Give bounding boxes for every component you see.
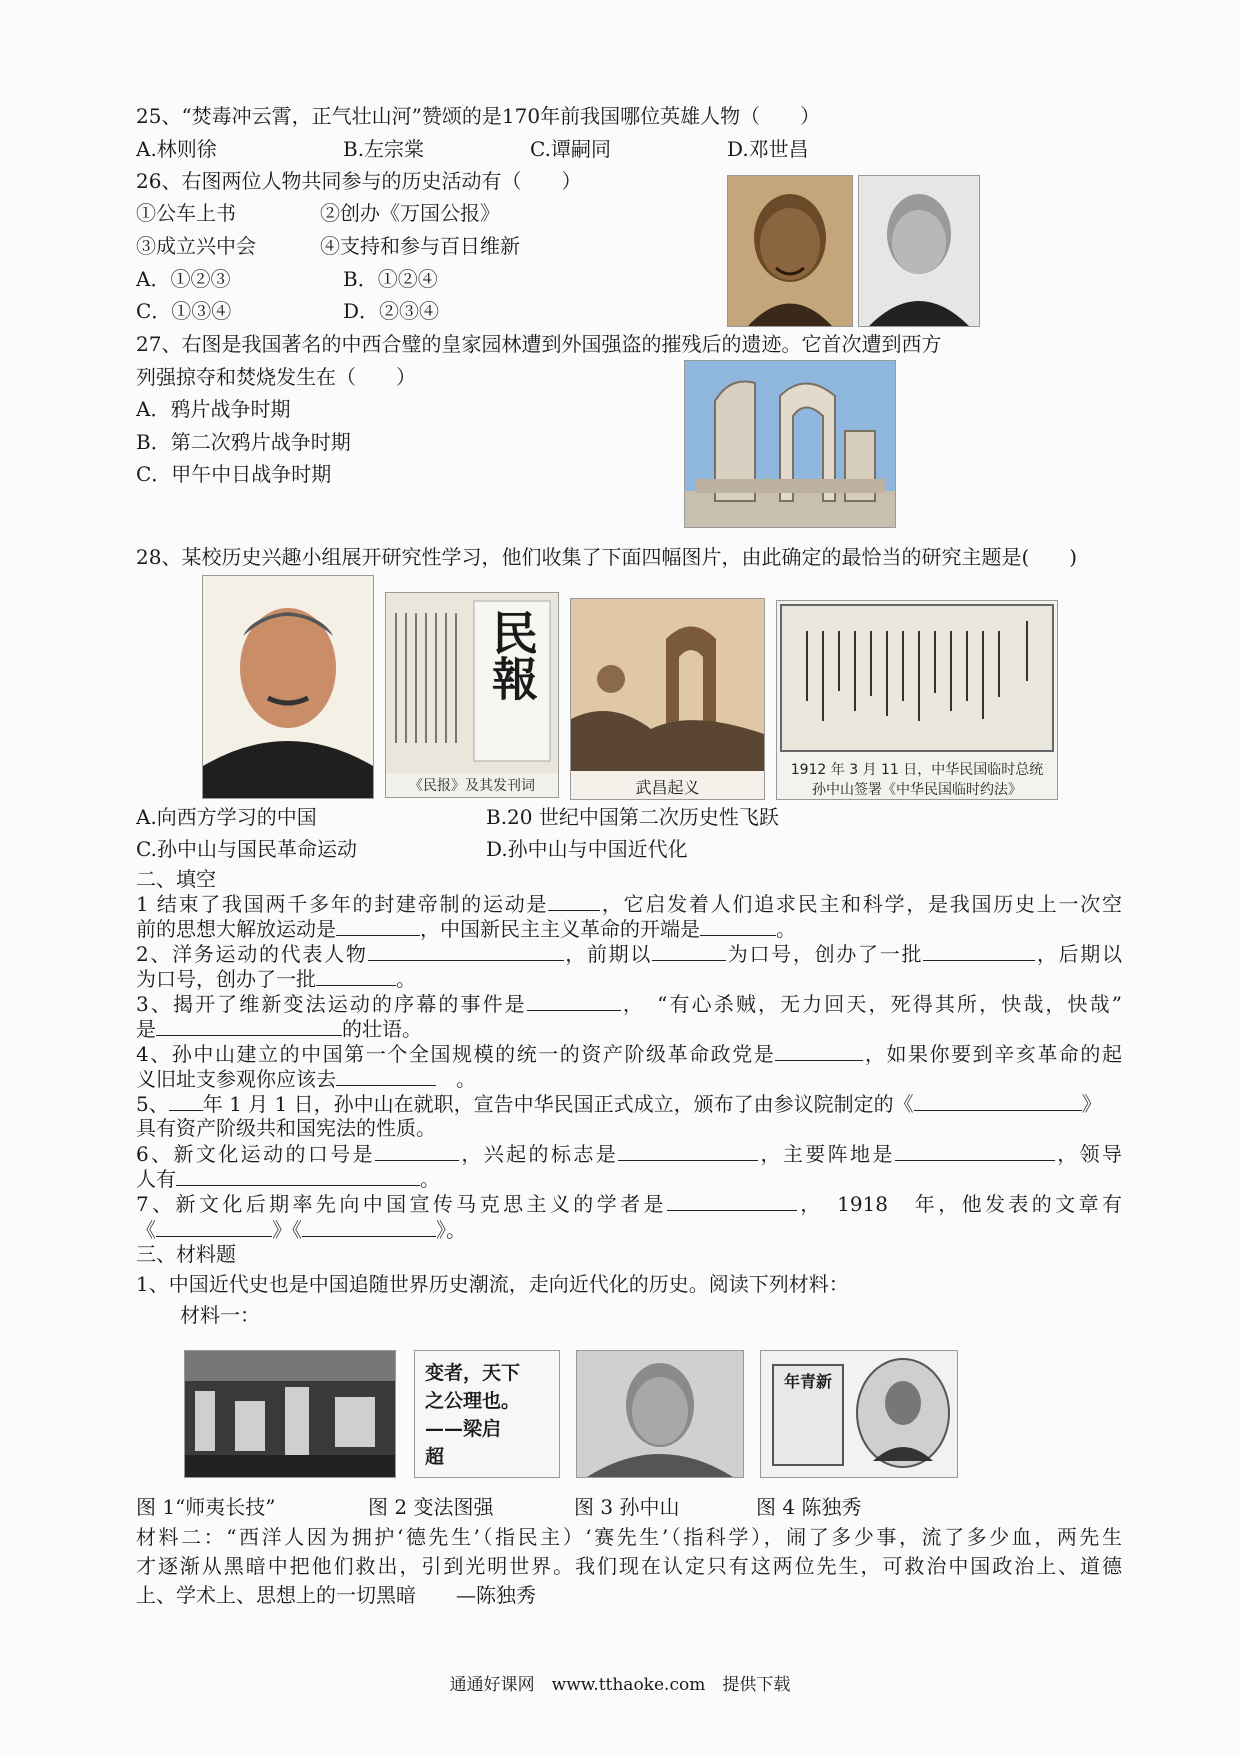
fill-blank[interactable] [368, 940, 564, 961]
fill-blank[interactable] [923, 940, 1035, 961]
fig2-caption: 图 2 变法图强 [368, 1495, 494, 1519]
fill-blank[interactable] [548, 890, 600, 911]
q26-option-a: A．①②③ [136, 267, 231, 291]
fill-blank[interactable] [375, 1140, 459, 1161]
material2-line2: 才逐渐从黑暗中把他们救出，引到光明世界。我们现在认定只有这两位先生，可救治中国政治上、道德 [136, 1554, 1122, 1578]
q25-option-c: C.谭嗣同 [530, 137, 611, 161]
fill-blank[interactable] [618, 1140, 758, 1161]
fig4-caption: 图 4 陈独秀 [756, 1495, 862, 1519]
material1-label: 材料一： [180, 1303, 260, 1327]
fig1-caption: 图 1“师夷长技” [136, 1495, 276, 1519]
q26-item-3: ③成立兴中会 [136, 234, 256, 258]
fill-q6-line1: 6、新文化运动的口号是 ，兴起的标志是 ，主要阵地是 ，领导 [136, 1142, 1123, 1166]
q25-option-d: D.邓世昌 [727, 137, 809, 161]
page-footer: 通通好课网 www.tthaoke.com 提供下载 [449, 1675, 791, 1695]
portrait-photo-liang-qichao [858, 175, 980, 327]
fig3-sun-yat-sen-photo [576, 1350, 744, 1478]
fig3-caption: 图 3 孙中山 [574, 1495, 680, 1519]
yuanmingyuan-ruins-photo [684, 360, 896, 528]
fill-q3-line2: 是 的壮语。 [136, 1017, 422, 1041]
fig2-quote-line2: 之公理也。 [425, 1390, 521, 1412]
material2-line3: 上、学术上、思想上的一切黑暗 —陈独秀 [136, 1583, 536, 1607]
section3-title: 三、材料题 [136, 1242, 236, 1266]
fill-blank[interactable] [667, 1190, 797, 1211]
fill-blank[interactable] [336, 915, 420, 936]
q25-option-a: A.林则徐 [136, 137, 217, 161]
fill-q5-line2: 具有资产阶级共和国宪法的性质。 [136, 1116, 436, 1140]
constitution-caption-line1: 1912 年 3 月 11 日，中华民国临时总统 [790, 762, 1044, 778]
q25-option-b: B.左宗棠 [343, 137, 425, 161]
q28-option-a: A.向西方学习的中国 [136, 805, 317, 829]
fill-q3-line1: 3、揭开了维新变法运动的序幕的事件是 ， “有心杀贼，无力回天，死得其所，快哉，快哉” [136, 992, 1122, 1016]
material2-line1: 材料二：“西洋人因为拥护‘德先生’（指民主）‘赛先生’（指科学），闹了多少事，流了多少血，两先生 [136, 1525, 1122, 1549]
fill-q4-line1: 4、孙中山建立的中国第一个全国规模的统一的资产阶级革命政党是 ，如果你要到辛亥革命的起 [136, 1042, 1122, 1066]
minbao-caption: 《民报》及其发刊词 [409, 778, 535, 794]
q26-item-2: ②创办《万国公报》 [320, 201, 500, 225]
fill-blank[interactable] [156, 1015, 342, 1036]
fill-q2-line2: 为口号，创办了一批 。 [136, 967, 416, 991]
q26-option-c: C．①③④ [136, 299, 232, 323]
section2-title: 二、填空 [136, 867, 216, 891]
fill-q7-line2: 《 》《 》。 [136, 1218, 466, 1242]
fill-blank[interactable] [652, 940, 726, 961]
q28-option-b: B.20 世纪中国第二次历史性飞跃 [486, 805, 779, 829]
fill-q4-line2: 义旧址支参观你应该去 。 [136, 1067, 476, 1091]
q28-option-d: D.孙中山与中国近代化 [486, 837, 688, 861]
q26-item-4: ④支持和参与百日维新 [320, 234, 520, 258]
q26-item-1: ①公车上书 [136, 201, 236, 225]
sun-yat-sen-portrait [202, 575, 374, 799]
fill-blank[interactable] [176, 1165, 420, 1186]
fill-q6-line2: 人有 。 [136, 1167, 440, 1191]
constitution-caption-line2: 孙中山签署《中华民国临时约法》 [812, 782, 1022, 798]
q28-stem: 28、某校历史兴趣小组展开研究性学习，他们收集了下面四幅图片，由此确定的最恰当的研究主题是( ) [136, 545, 1078, 569]
fill-blank[interactable] [316, 965, 396, 986]
fig1-arsenal-photo [184, 1350, 396, 1478]
minbao-title: 民報 [485, 609, 539, 701]
fig2-quote-line4: 超 [425, 1446, 445, 1468]
section3-intro: 1、中国近代史也是中国追随世界历史潮流，走向近代化的历史。阅读下列材料： [136, 1272, 849, 1296]
fill-blank[interactable] [336, 1065, 436, 1086]
q26-option-b: B．①②④ [343, 267, 438, 291]
fill-blank[interactable] [775, 1040, 863, 1061]
fig2-quote-line3: ——梁启 [425, 1418, 502, 1440]
fill-q7-line1: 7、新文化后期率先向中国宣传马克思主义的学者是 ， 1918 年，他发表的文章有 [136, 1192, 1122, 1216]
fill-blank[interactable] [156, 1216, 272, 1237]
q28-option-c: C.孙中山与国民革命运动 [136, 837, 357, 861]
fill-blank[interactable] [700, 915, 776, 936]
minbao-newspaper-image [385, 592, 559, 798]
fig2-quote-line1: 变者，天下 [425, 1362, 521, 1384]
fill-q1-line1: 1 结束了我国两千多年的封建帝制的运动是 ，它启发着人们追求民主和科学，是我国历史上一次空 [136, 892, 1122, 916]
fig4-chen-duxiu-new-youth [760, 1350, 958, 1478]
fill-q1-line2: 前的思想大解放运动是 ，中国新民主主义革命的开端是 。 [136, 917, 796, 941]
portrait-photo-kang-youwei [727, 175, 853, 327]
fill-blank[interactable] [169, 1090, 203, 1111]
q27-option-c: C．甲午中日战争时期 [136, 462, 332, 486]
fig4-magazine-title: 年青新 [783, 1372, 832, 1391]
q27-stem-line1: 27、右图是我国著名的中西合璧的皇家园林遭到外国强盗的摧残后的遗迹。它首次遭到西方 [136, 332, 942, 356]
q27-option-a: A．鸦片战争时期 [136, 397, 291, 421]
fill-blank[interactable] [302, 1216, 436, 1237]
fill-blank[interactable] [527, 990, 621, 1011]
fill-q2-line1: 2、洋务运动的代表人物 ，前期以 为口号，创办了一批 ，后期以 [136, 942, 1123, 966]
q26-option-d: D．②③④ [343, 299, 440, 323]
q25-stem: 25、“焚毒冲云霄，正气壮山河”赞颂的是170年前我国哪位英雄人物（ ） [136, 104, 821, 128]
q26-stem: 26、右图两位人物共同参与的历史活动有（ ） [136, 169, 582, 193]
provisional-constitution-image [776, 600, 1058, 800]
q27-option-b: B．第二次鸦片战争时期 [136, 430, 351, 454]
wuchang-uprising-image [570, 598, 765, 800]
wuchang-caption: 武昌起义 [635, 778, 700, 797]
fig2-liang-qichao-quote [414, 1350, 560, 1478]
q27-stem-line2: 列强掠夺和焚烧发生在（ ） [136, 365, 416, 389]
fill-q5-line1: 5、 年 1 月 1 日，孙中山在就职，宣告中华民国正式成立，颁布了由参议院制定的《 》 [136, 1092, 1102, 1116]
fill-blank[interactable] [895, 1140, 1055, 1161]
fill-blank[interactable] [914, 1090, 1082, 1111]
